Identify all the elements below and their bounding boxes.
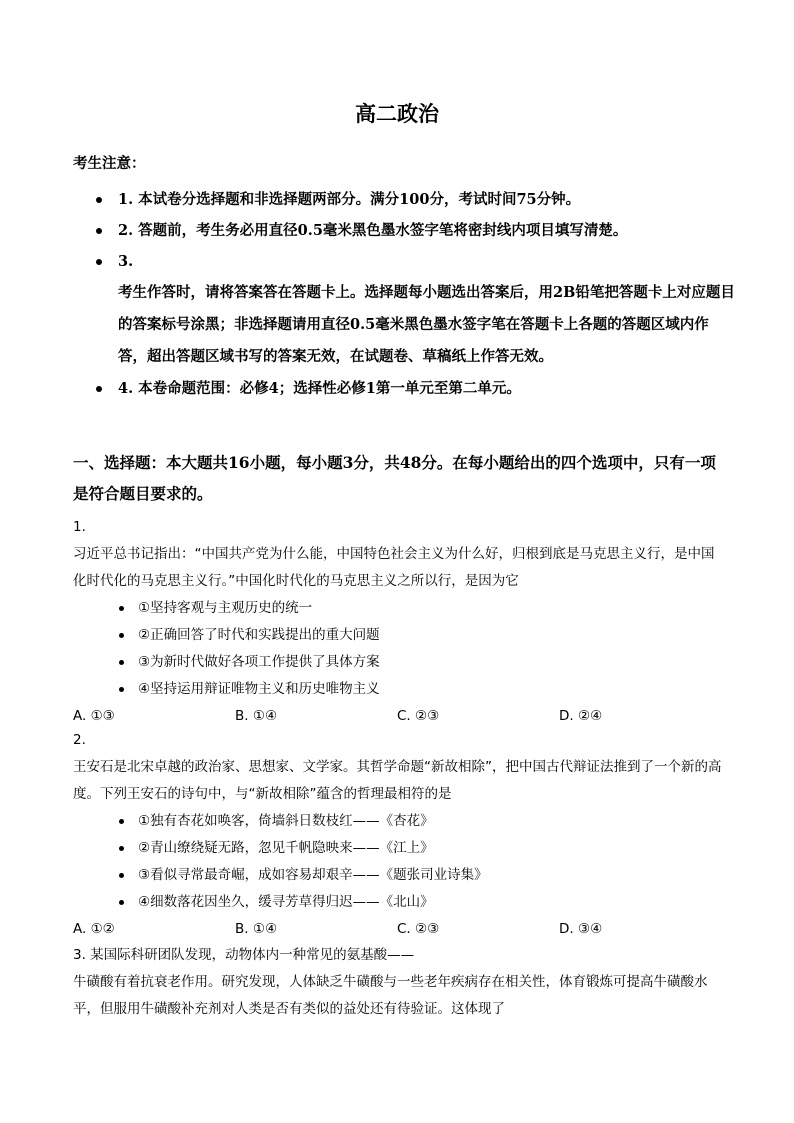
question-3 [73, 942, 723, 1023]
bullet-icon [96, 228, 102, 234]
option-item: ④细数落花因坐久，缓寻芳草得归迟——《北山》 [119, 889, 723, 916]
bullet-icon [119, 846, 124, 851]
bullet-icon [119, 687, 124, 692]
bullet-icon [96, 386, 102, 392]
notice-item-body: 考生作答时，请将答案答在答题卡上。选择题每小题选出答案后，用2B铅笔把答题卡上对应题目的答案标号涂黑；非选择题请用直径0.5毫米黑色墨水签字笔在答题卡上各题的答题区域内作答，超出答题区域书写的答案无效，在试题卷、草稿纸上作答无效。 [118, 284, 735, 365]
choice-b: B. ①④ [235, 708, 278, 724]
answer-choices [73, 916, 723, 943]
notice-list [96, 184, 736, 404]
notice-item: 1. 本试卷分选择题和非选择题两部分。满分100分，考试时间75分钟。 [96, 184, 736, 215]
choice-a: A. ①③ [73, 708, 115, 724]
bullet-icon [96, 259, 102, 265]
option-item: ②青山缭绕疑无路，忽见千帆隐映来——《江上》 [119, 835, 723, 862]
question-stem-line1: 3. 某国际科研团队发现，动物体内一种常见的氨基酸—— [73, 947, 415, 963]
option-list [73, 808, 723, 916]
question-stem: 牛磺酸有着抗衰老作用。研究发现，人体缺乏牛磺酸与一些老年疾病存在相关性，体育锻炼可提高牛磺酸水平，但服用牛磺酸补充剂对人类是否有类似的益处还有待验证。这体现了 [73, 974, 708, 1017]
option-item: ①独有杏花如唤客，倚墙斜日数枝红——《杏花》 [119, 808, 723, 835]
bullet-icon [119, 819, 124, 824]
answer-choices [73, 703, 723, 730]
choice-c: C. ②③ [397, 708, 440, 724]
notice-item: 2. 答题前，考生务必用直径0.5毫米黑色墨水签字笔将密封线内项目填写清楚。 [96, 215, 736, 246]
choice-a: A. ①② [73, 921, 115, 937]
option-list [73, 595, 723, 703]
notice-item: 4. 本卷命题范围：必修4；选择性必修1第一单元至第二单元。 [96, 373, 736, 404]
question-stem: 王安石是北宋卓越的政治家、思想家、文学家。其哲学命题“新故相除”，把中国古代辩证法推到了一个新的高度。下列王安石的诗句中，与“新故相除”蕴含的哲理最相符的是 [73, 759, 722, 802]
notice-heading: 考生注意： [73, 155, 146, 172]
choice-d: D. ③④ [559, 921, 603, 937]
notice-item: 3. 考生作答时，请将答案答在答题卡上。选择题每小题选出答案后，用2B铅笔把答题卡上对应题目的答案标号涂黑；非选择题请用直径0.5毫米黑色墨水签字笔在答题卡上各题的答题区域内作答，超出答题区域书写的答案无效，在试题卷、草稿纸上作答无效。 [96, 246, 736, 373]
page-title: 高二政治 [355, 101, 439, 126]
choice-c: C. ②③ [397, 921, 440, 937]
option-item: ④坚持运用辩证唯物主义和历史唯物主义 [119, 676, 723, 703]
bullet-icon [119, 873, 124, 878]
section-heading: 一、选择题：本大题共16小题，每小题3分，共48分。在每小题给出的四个选项中，只有一项是符合题目要求的。 [73, 453, 716, 503]
question-number: 2. [73, 732, 86, 748]
question-2 [73, 727, 723, 943]
bullet-icon [119, 900, 124, 905]
option-item: ①坚持客观与主观历史的统一 [119, 595, 723, 622]
option-item: ②正确回答了时代和实践提出的重大问题 [119, 622, 723, 649]
bullet-icon [96, 197, 102, 203]
bullet-icon [119, 660, 124, 665]
question-1 [73, 514, 723, 730]
bullet-icon [119, 606, 124, 611]
choice-b: B. ①④ [235, 921, 278, 937]
choice-d: D. ②④ [559, 708, 603, 724]
option-item: ③为新时代做好各项工作提供了具体方案 [119, 649, 723, 676]
question-number: 1. [73, 519, 86, 535]
option-item: ③看似寻常最奇崛，成如容易却艰辛——《题张司业诗集》 [119, 862, 723, 889]
question-stem: 习近平总书记指出：“中国共产党为什么能，中国特色社会主义为什么好，归根到底是马克思主义行，是中国化时代化的马克思主义行。”中国化时代化的马克思主义之所以行，是因为它 [73, 546, 715, 589]
bullet-icon [119, 633, 124, 638]
